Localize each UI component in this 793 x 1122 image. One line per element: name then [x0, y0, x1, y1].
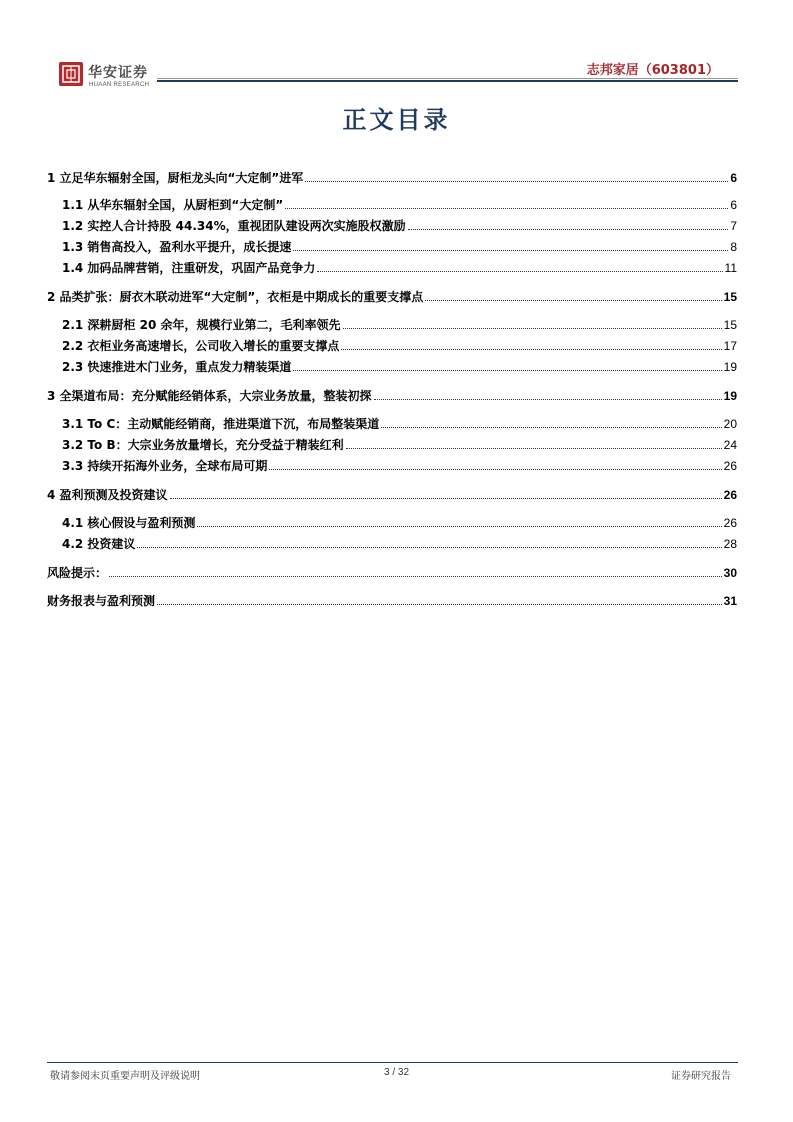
toc-entry-page: 15 — [723, 318, 737, 332]
toc-leader-dots — [341, 349, 721, 350]
toc-entry-text: 4 盈利预测及投资建议 — [47, 488, 168, 502]
toc-leader-dots — [197, 526, 721, 527]
toc-entry-text: 3.3 持续开拓海外业务，全球布局可期 — [62, 459, 268, 473]
toc-entry-page: 30 — [723, 566, 737, 580]
toc-entry-1-1[interactable] — [47, 197, 737, 213]
toc-entry-text: 2.3 快速推进木门业务，重点发力精装渠道 — [62, 360, 292, 374]
toc-entry-4-1[interactable] — [47, 515, 737, 531]
toc-leader-dots — [137, 547, 721, 548]
toc-entry-text: 1.3 销售高投入，盈利水平提升，成长提速 — [62, 240, 292, 254]
toc-leader-dots — [293, 370, 721, 371]
toc-entry-text: 4.2 投资建议 — [62, 537, 136, 551]
toc-leader-dots — [408, 229, 729, 230]
toc-entry-page: 31 — [723, 594, 737, 608]
toc-leader-dots — [285, 208, 728, 209]
toc-leader-dots — [305, 181, 728, 182]
toc-entry-1-2[interactable] — [47, 218, 737, 234]
toc-leader-dots — [381, 427, 721, 428]
page-indicator: 3 / 32 — [383, 1067, 410, 1078]
toc-entry-1-4[interactable] — [47, 260, 737, 276]
toc-leader-dots — [157, 604, 722, 605]
toc-leader-dots — [425, 300, 721, 301]
company-title: 志邦家居（603801） — [586, 63, 719, 78]
toc-entry-text: 1.2 实控人合计持股 44.34%，重视团队建设两次实施股权激励 — [62, 219, 406, 233]
header-divider-thin — [157, 78, 738, 79]
toc-leader-dots — [293, 250, 728, 251]
toc-entry-4-2[interactable] — [47, 536, 737, 552]
toc-entry-text: 3.1 To C：主动赋能经销商，推进渠道下沉，布局整装渠道 — [62, 417, 380, 431]
toc-entry-text: 2.1 深耕厨柜 20 余年，规模行业第二，毛利率领先 — [62, 318, 341, 332]
toc-entry-2-3[interactable] — [47, 359, 737, 375]
toc-entry-risk[interactable] — [47, 565, 737, 581]
toc-entry-3-1[interactable] — [47, 416, 737, 432]
toc-entry-financials[interactable] — [47, 593, 737, 609]
toc-entry-text: 3 全渠道布局：充分赋能经销体系，大宗业务放量，整装初探 — [47, 389, 372, 403]
toc-leader-dots — [346, 448, 722, 449]
toc-entry-text: 1.1 从华东辐射全国，从厨柜到“大定制” — [62, 198, 284, 212]
footer-disclaimer: 敬请参阅末页重要声明及评级说明 — [50, 1071, 200, 1082]
toc-entry-text: 1.4 加码品牌营销，注重研发，巩固产品竞争力 — [62, 261, 316, 275]
footer-divider — [47, 1062, 738, 1063]
toc-entry-page: 24 — [723, 438, 737, 452]
toc-entry-page: 7 — [730, 219, 737, 233]
toc-leader-dots — [343, 328, 722, 329]
toc-entry-page: 6 — [730, 171, 737, 185]
toc-entry-page: 26 — [723, 488, 737, 502]
toc-entry-2[interactable] — [47, 289, 737, 305]
brand-name: 华安证券 — [88, 65, 148, 81]
toc-entry-text: 4.1 核心假设与盈利预测 — [62, 516, 196, 530]
toc-leader-dots — [317, 271, 722, 272]
toc-entry-4[interactable] — [47, 487, 737, 503]
toc-entry-text: 3.2 To B：大宗业务放量增长，充分受益于精装红利 — [62, 438, 344, 452]
toc-entry-page: 19 — [723, 389, 737, 403]
toc-entry-3-2[interactable] — [47, 437, 737, 453]
toc-entry-page: 11 — [724, 261, 737, 275]
toc-leader-dots — [269, 469, 721, 470]
toc-leader-dots — [374, 399, 722, 400]
toc-entry-text: 财务报表与盈利预测 — [47, 594, 156, 608]
toc-entry-page: 15 — [723, 290, 737, 304]
toc-entry-page: 19 — [723, 360, 737, 374]
toc-entry-2-1[interactable] — [47, 317, 737, 333]
page-title: 正文目录 — [342, 106, 451, 134]
toc-entry-text: 2.2 衣柜业务高速增长，公司收入增长的重要支撑点 — [62, 339, 340, 353]
toc-entry-2-2[interactable] — [47, 338, 737, 354]
brand-name-english: HUAAN RESEARCH — [89, 82, 150, 88]
toc-entry-3[interactable] — [47, 388, 737, 404]
toc-entry-page: 20 — [723, 417, 737, 431]
toc-entry-3-3[interactable] — [47, 458, 737, 474]
toc-leader-dots — [109, 576, 722, 577]
toc-entry-page: 28 — [723, 537, 737, 551]
toc-entry-text: 风险提示： — [47, 566, 108, 580]
brand-logo-icon — [59, 62, 83, 86]
toc-entry-page: 8 — [730, 240, 737, 254]
toc-leader-dots — [170, 498, 722, 499]
toc-entry-1[interactable] — [47, 170, 737, 186]
footer-report-type: 证券研究报告 — [671, 1071, 731, 1082]
toc-entry-text: 2 品类扩张：厨衣木联动进军“大定制”，衣柜是中期成长的重要支撑点 — [47, 290, 424, 304]
toc-entry-text: 1 立足华东辐射全国，厨柜龙头向“大定制”进军 — [47, 171, 304, 185]
toc-entry-page: 26 — [723, 459, 737, 473]
toc-entry-page: 17 — [723, 339, 737, 353]
toc-entry-1-3[interactable] — [47, 239, 737, 255]
header-divider — [157, 80, 738, 82]
toc-entry-page: 26 — [723, 516, 737, 530]
toc-entry-page: 6 — [730, 198, 737, 212]
